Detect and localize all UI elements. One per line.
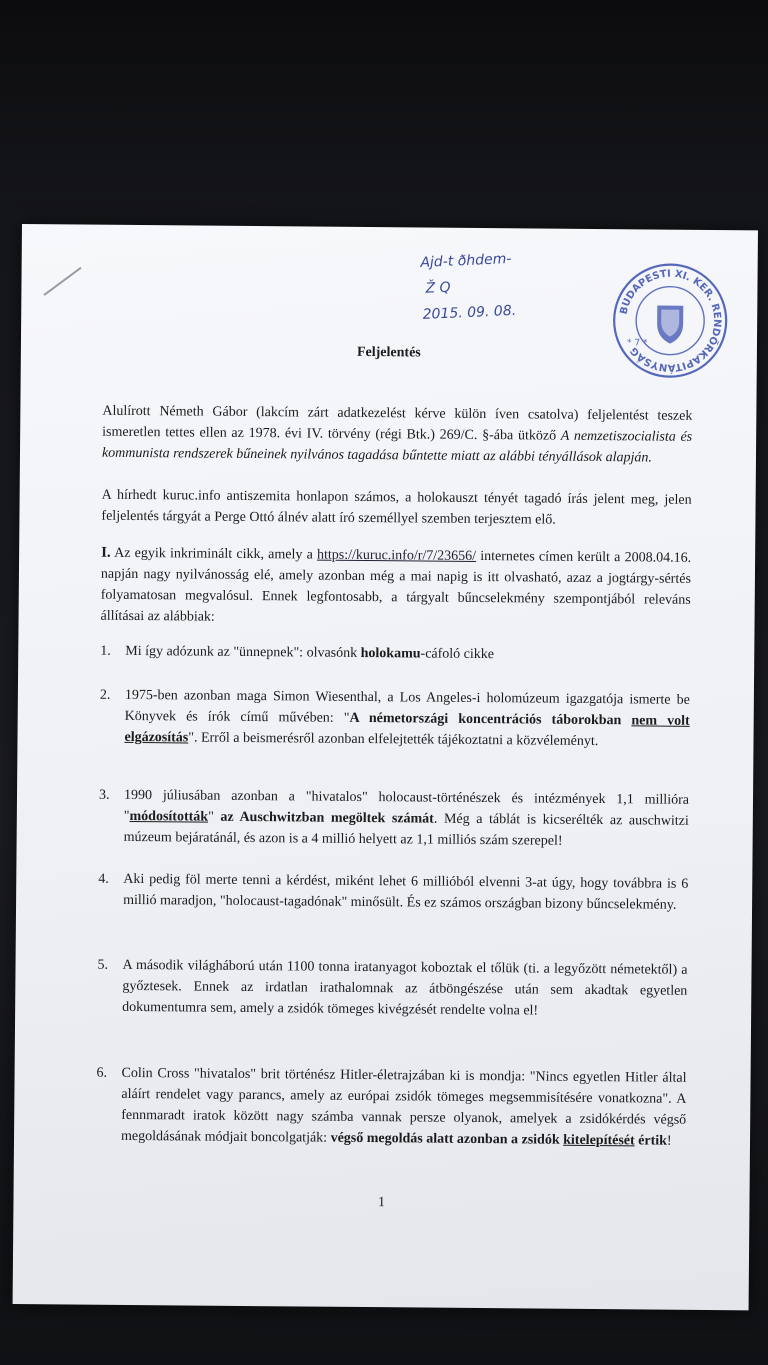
list-number: 3. (98, 787, 110, 803)
list-item-5 (97, 955, 688, 1019)
item-text: ! (666, 1133, 672, 1149)
item-bold-underline: elgázosítás (124, 729, 189, 746)
item-bold: holokamu (360, 645, 421, 662)
handwritten-note (420, 243, 593, 328)
section-roman-numeral: I. (101, 544, 111, 561)
list-item-2 (99, 685, 690, 750)
staple-mark (43, 267, 81, 296)
section-text-a: Az egyik inkriminált cikk, amely a (110, 545, 318, 563)
article-link[interactable]: https://kuruc.info/r/7/23656/ (316, 547, 477, 564)
handwritten-date: 2015. 09. 08. (422, 302, 517, 323)
intro-paragraph-1 (102, 401, 693, 469)
list-number: 4. (98, 871, 109, 887)
intro-italic-text: A nemzetiszocialista és kommunista rendszerek bűneinek nyilvános tagadása bűntette miatt az alábbi tényállások alapján. (101, 428, 693, 466)
item-text: " (208, 809, 221, 825)
section-text-b: internetes címen került a 2008.04.16. napján nagy nyilvánosság elé, amely azonban még a mai napig is itt olvasható, azaz a jogtárgy-sértés folyamatosan megvalósul. Ennek legfontosabb, a tárgyalt bűncselekmény szempontjából releváns állításai az alábbiak: (100, 548, 692, 625)
section-1-paragraph (100, 543, 691, 632)
item-text: 1990 júliusában azonban a "hivatalos" holocaust-történészek és intézmények 1,1 millióra " (123, 787, 690, 824)
item-text: Aki pedig föl merte tenni a kérdést, miként lehet 6 millióból elvenni 3-at úgy, hogy továbbra is 6 millió maradjon, "holocaust-tagadónak" minősült. És ez számos országban bizony bűncselekmény. (123, 871, 689, 913)
item-bold: értik (634, 1133, 668, 1149)
intro-text-2: A hírhedt kuruc.info antiszemita honlapon számos, a holokauszt tényét tagadó írás jelent meg, jelen feljelentés tárgyát a Perge Ottó álnév alatt író személlyel szemben terjesztem elő. (101, 487, 692, 528)
intro-text: Alulírott Németh Gábor (lakcím zárt adatkezelést kérve külön íven csatolva) feljelentést teszek ismeretlen tettes ellen az 1978. évi IV. törvény (régi Btk.) 269/C. §-ába ütköző (102, 403, 693, 444)
document-title: Feljelentés (356, 344, 421, 361)
item-bold-underline: kitelepítését (563, 1132, 635, 1149)
list-number: 6. (96, 1065, 108, 1081)
svg-text:BUDAPESTI XI. KER. RENDŐRKAPIT: BUDAPESTI XI. KER. RENDŐRKAPITÁNYSÁG (618, 268, 723, 373)
svg-text:* 7 *: * 7 * (626, 338, 648, 349)
intro-paragraph-2 (101, 485, 691, 532)
item-text: Colin Cross "hivatalos" brit történész Hitler-életrajzában ki is mondja: "Nincs egyetlen Hitler által aláírt rendelet vagy parancs, amely az európai zsidók tömeges megsemmisítésére vonatkozna". A fennmaradt iratok között nagy számba vannak persze olyanok, amelyek a zsidókérdés végső megoldásának módjait boncolgatják: (120, 1065, 687, 1146)
list-item-3 (98, 785, 690, 849)
item-bold-underline: módosították (129, 808, 209, 825)
handwritten-line-1: Ajd-t ðhdem- (420, 251, 512, 271)
item-text: ". Erről a beismerésről azonban elfelejtették tájékoztatni a közvéleményt. (188, 730, 599, 750)
item-text: -cáfoló cikke (420, 646, 495, 663)
item-text: 1975-ben azonban maga Simon Wiesenthal, a Los Angeles-i holomúzeum igazgatója ismerte be Könyvek és írók című művében: " (124, 687, 690, 726)
list-item-4 (98, 869, 689, 913)
handwritten-line-2: Ž Q (425, 279, 451, 297)
page-number: 1 (377, 1195, 386, 1211)
list-number: 2. (99, 687, 111, 703)
item-bold-underline: nem volt (631, 713, 690, 729)
item-bold: A németországi koncentrációs táborokban (349, 710, 632, 729)
item-text: A második világháború után 1100 tonna iratanyagot koboztak el tőlük (ti. a legyőzött németektől) a győztesek. Ennek az irdatlan irathalomnak az átböngészése után sem akadtak egyetlen dokumentumra sem, amely a zsidók tömeges kivégzését rendelte volna el! (122, 957, 688, 1019)
item-bold: az Auschwitzban megöltek számát (220, 809, 434, 827)
list-item-1 (100, 641, 690, 663)
document-page (13, 224, 758, 1310)
item-text: . Még a táblát is kicserélték az auschwitzi múzeum bejáratánál, és azon is a 4 millió helyett az 1,1 milliós szám szerepel! (123, 811, 689, 849)
list-number: 5. (97, 957, 109, 973)
item-bold: végső megoldás alatt azonban a zsidók (330, 1130, 564, 1148)
item-text: Mi így adózunk az "ünnepnek": olvasónk (125, 643, 361, 661)
list-number: 1. (100, 643, 111, 659)
list-item-6 (96, 1063, 687, 1149)
